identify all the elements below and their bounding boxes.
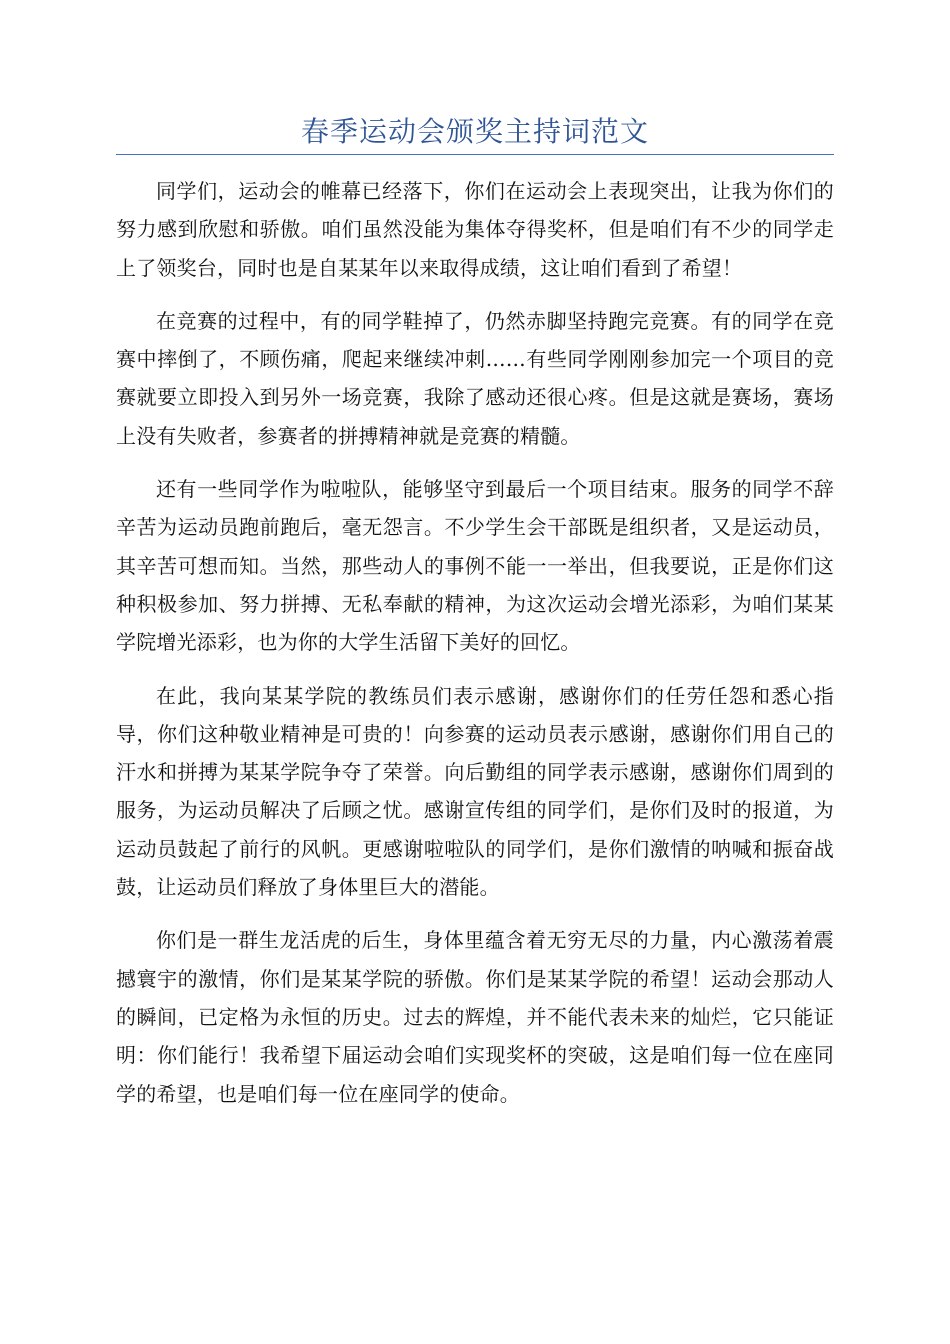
document-title: 春季运动会颁奖主持词范文 <box>300 115 649 148</box>
title-underline <box>116 154 834 155</box>
paragraph-2: 在竞赛的过程中，有的同学鞋掉了，仍然赤脚坚持跑完竞赛。有的同学在竞赛中摔倒了，不顾伤痛，爬起来继续冲刺……有些同学刚刚参加完一个项目的竞赛就要立即投入到另外一场竞赛，我除了感动还很心疼。但是这就是赛场，赛场上没有失败者，参赛者的拼搏精神就是竞赛的精髓。 <box>116 308 834 448</box>
document-body <box>116 172 834 1128</box>
paragraph-1: 同学们，运动会的帷幕已经落下，你们在运动会上表现突出，让我为你们的努力感到欣慰和骄傲。咱们虽然没能为集体夺得奖杯，但是咱们有不少的同学走上了领奖台，同时也是自某某年以来取得成绩，这让咱们看到了希望！ <box>116 179 834 280</box>
paragraph-5: 你们是一群生龙活虎的后生，身体里蕴含着无穷无尽的力量，内心激荡着震撼寰宇的激情，你们是某某学院的骄傲。你们是某某学院的希望！运动会那动人的瞬间，已定格为永恒的历史。过去的辉煌，并不能代表未来的灿烂，它只能证明：你们能行！我希望下届运动会咱们实现奖杯的突破，这是咱们每一位在座同学的希望，也是咱们每一位在座同学的使命。 <box>116 928 834 1106</box>
paragraph-4: 在此，我向某某学院的教练员们表示感谢，感谢你们的任劳任怨和悉心指导，你们这种敬业精神是可贵的！向参赛的运动员表示感谢，感谢你们用自己的汗水和拼搏为某某学院争夺了荣誉。向后勤组的同学表示感谢，感谢你们周到的服务，为运动员解决了后顾之忧。感谢宣传组的同学们，是你们及时的报道，为运动员鼓起了前行的风帆。更感谢啦啦队的同学们，是你们激情的呐喊和振奋战鼓，让运动员们释放了身体里巨大的潜能。 <box>116 683 834 900</box>
paragraph-3: 还有一些同学作为啦啦队，能够坚守到最后一个项目结束。服务的同学不辞辛苦为运动员跑前跑后，毫无怨言。不少学生会干部既是组织者，又是运动员，其辛苦可想而知。当然，那些动人的事例不能一一举出，但我要说，正是你们这种积极参加、努力拼搏、无私奉献的精神，为这次运动会增光添彩，为咱们某某学院增光添彩，也为你的大学生活留下美好的回忆。 <box>116 477 834 655</box>
